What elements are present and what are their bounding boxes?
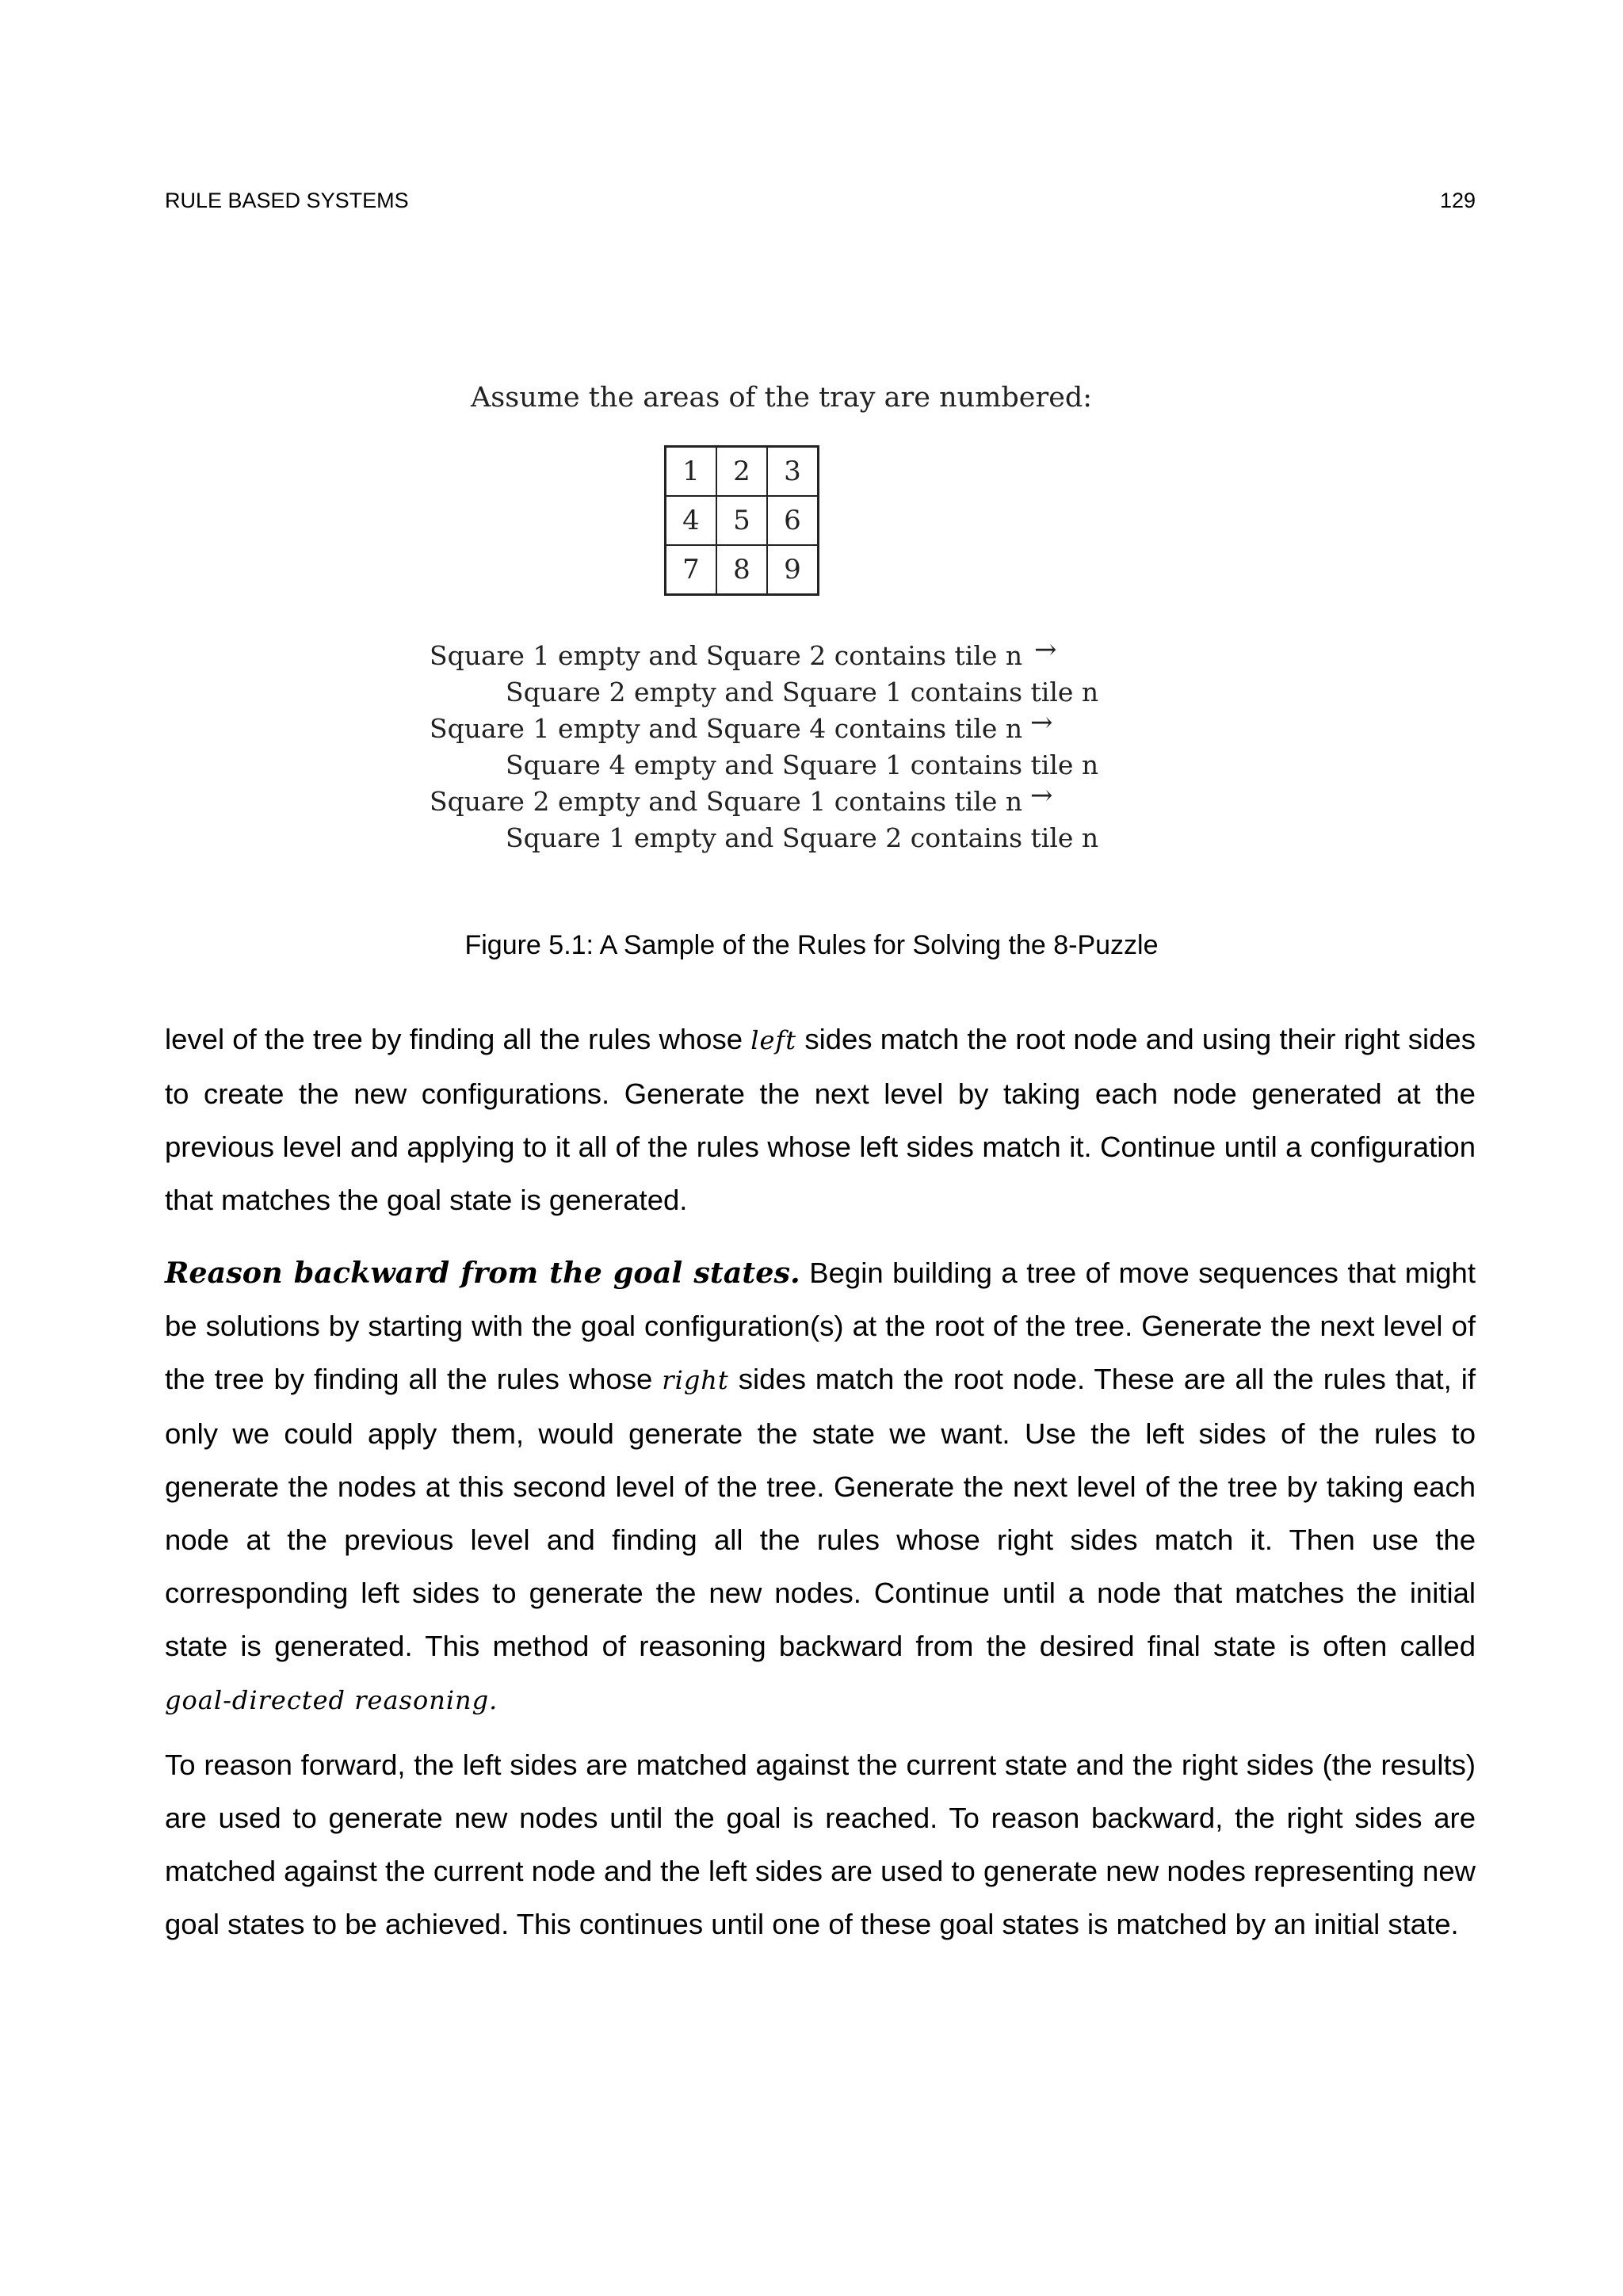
paragraph-forward	[165, 1013, 1476, 1226]
paragraph-backward	[165, 1246, 1476, 1727]
paragraph-text: sides match the root node and using their right sides to create the new configurations. Generate the next level by taking each node generated at the previous level and applying to it all of the rules whose left sides match it. Continue until a configuration that matches the goal state is generated.	[165, 1023, 1476, 1216]
grid-cell: 9	[767, 545, 819, 595]
rule-condition: Square 1 empty and Square 2 contains tile n	[430, 640, 1023, 671]
grid-cell: 5	[716, 496, 767, 545]
running-title: RULE BASED SYSTEMS	[165, 189, 409, 212]
handwritten-word: right	[662, 1365, 729, 1395]
rule-result: Square 2 empty and Square 1 contains tile n	[506, 677, 1099, 707]
paragraph-text: level of the tree by finding all the rules whose	[165, 1023, 743, 1055]
rule-result: Square 1 empty and Square 2 contains tile n	[506, 822, 1099, 853]
grid-cell: 7	[666, 545, 717, 595]
grid-cell: 2	[716, 447, 767, 497]
tray-grid	[664, 445, 819, 596]
page-number: 129	[1439, 189, 1476, 212]
paragraph-text: Begin building a tree of move sequences that might be solutions by starting with the goal configuration(s) at the root of the tree. Generate the next level of the tree by finding all the rules whose	[165, 1257, 1476, 1395]
handwritten-word: left	[750, 1025, 797, 1055]
grid-cell: 3	[767, 447, 819, 497]
paragraph-text: sides match the root node. These are all the rules that, if only we could apply them, would generate the state we want. Use the left sides of the rules to generate the nodes at this second level of the tree. Generate the next level of the tree by taking each node at the previous level and finding all the rules whose right sides match it. Then use the corresponding left sides to generate the new nodes. Continue until a node that matches the initial state is generated. This method of reasoning backward from the desired final state is often called	[165, 1363, 1476, 1662]
figure-intro-text: Assume the areas of the tray are numbered:	[471, 382, 1093, 414]
figure-caption: Figure 5.1: A Sample of the Rules for Solving the 8-Puzzle	[464, 930, 1159, 960]
rule-condition: Square 2 empty and Square 1 contains tile n	[430, 786, 1023, 817]
rule-condition: Square 1 empty and Square 4 contains tile n	[430, 713, 1023, 744]
page-header	[165, 189, 1476, 213]
rule-result: Square 4 empty and Square 1 contains tile n	[506, 749, 1099, 780]
right-arrow-icon: →	[1030, 780, 1053, 811]
grid-cell: 4	[666, 496, 717, 545]
right-arrow-icon: →	[1034, 634, 1057, 666]
grid-cell: 6	[767, 496, 819, 545]
handwritten-term: goal-directed reasoning.	[165, 1685, 498, 1715]
paragraph-heading: Reason backward from the goal states.	[165, 1256, 800, 1290]
paragraph-summary: To reason forward, the left sides are matched against the current state and the right sides (the results) are used to generate new nodes until the goal is reached. To reason backward, the right sides are matched against the current node and the left sides are used to generate new nodes representing new goal states to be achieved. This continues until one of these goal states is matched by an initial state.	[165, 1749, 1476, 1940]
grid-cell: 8	[716, 545, 767, 595]
right-arrow-icon: →	[1030, 707, 1053, 738]
grid-cell: 1	[666, 447, 717, 497]
